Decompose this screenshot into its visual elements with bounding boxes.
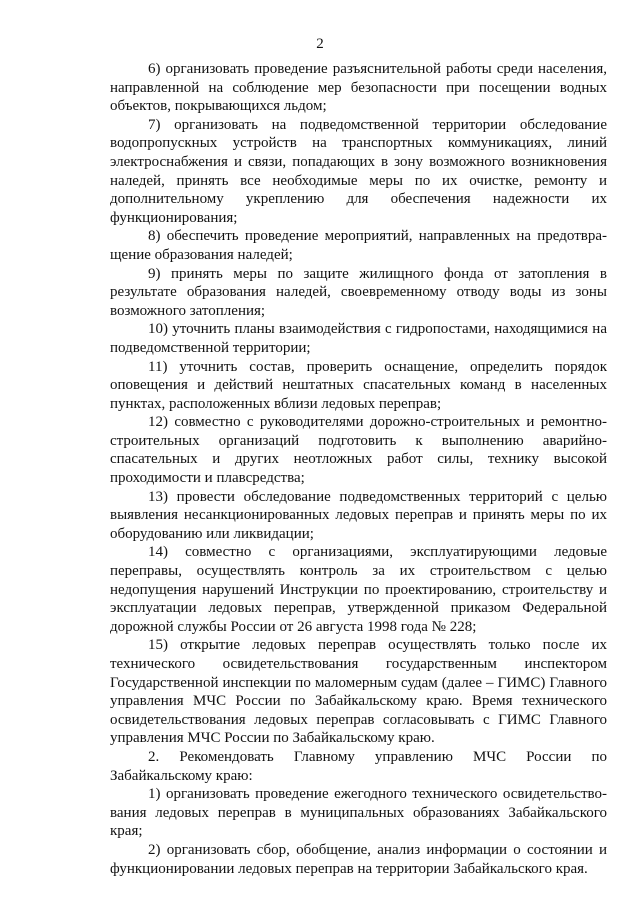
paragraph-item-15: 15) открытие ледовых переправ осуществлять только после их технического освидетельствования государственным инспектором Государственной инспекции по маломерным судам (далее – ГИМС) Главного управления МЧС России по Забайкальскому краю. Время технического освидетельствования ледовых переправ согласовывать с ГИМС Главного управления МЧС России по Забайкальскому краю.	[110, 637, 607, 747]
paragraph-item-8: 8) обеспечить проведение мероприятий, направленных на предотвращение образования наледей;	[110, 228, 607, 263]
section-2-item-2: 2) организовать сбор, обобщение, анализ информации о состоянии и функционировании ледовых переправ на территории Забайкальского края.	[110, 841, 607, 877]
paragraph-item-10: 10) уточнить планы взаимодействия с гидропостами, находящимися на подведомственной территории;	[110, 321, 607, 356]
paragraph-item-7: 7) организовать на подведомственной территории обследование водопропускных устройств на транспортных коммуникациях, линий электроснабжения и связи, попадающих в зону возможного возникновения наледей, принять все необходимые меры по их очистке, ремонту и дополнительному укреплению для обеспечения надежности их функционирования;	[110, 116, 607, 226]
page-number: 2	[316, 36, 324, 52]
paragraph-item-6: 6) организовать проведение разъяснительной работы среди населения, направленной на соблюдение мер безопасности при посещении водных объектов, покрывающихся льдом;	[110, 61, 607, 115]
section-2-item-1: 1) организовать проведение ежегодного технического освидетельствования ледовых переправ в муниципальных образованиях Забайкальского края;	[110, 786, 607, 840]
document-body	[110, 60, 607, 878]
paragraph-item-11: 11) уточнить состав, проверить оснащение, определить порядок оповещения и действий нештатных спасательных команд в населенных пунктах, расположенных вблизи ледовых переправ;	[110, 358, 607, 412]
paragraph-item-14: 14) совместно с организациями, эксплуатирующими ледовые переправы, осуществлять контроль за их строительством с целью недопущения нарушений Инструкции по проектированию, строительству и эксплуатации ледовых переправ, утвержденной приказом Федеральной дорожной службы России от 26 августа 1998 года № 228;	[110, 544, 607, 635]
paragraph-item-13: 13) провести обследование подведомственных территорий с целью выявления несанкционированных ледовых переправ и принять меры по их оборудованию или ликвидации;	[110, 488, 607, 542]
paragraph-item-12: 12) совместно с руководителями дорожно-строительных и ремонтно-строительных организаций подготовить к выполнению аварийно-спасательных и других неотложных работ силы, технику высокой проходимости и плавсредства;	[110, 414, 607, 487]
paragraph-item-9: 9) принять меры по защите жилищного фонда от затопления в результате образования наледей, своевременному отводу воды из зоны возможного затопления;	[110, 265, 607, 319]
section-2-heading: 2. Рекомендовать Главному управлению МЧС России по Забайкальскому краю:	[110, 748, 607, 784]
